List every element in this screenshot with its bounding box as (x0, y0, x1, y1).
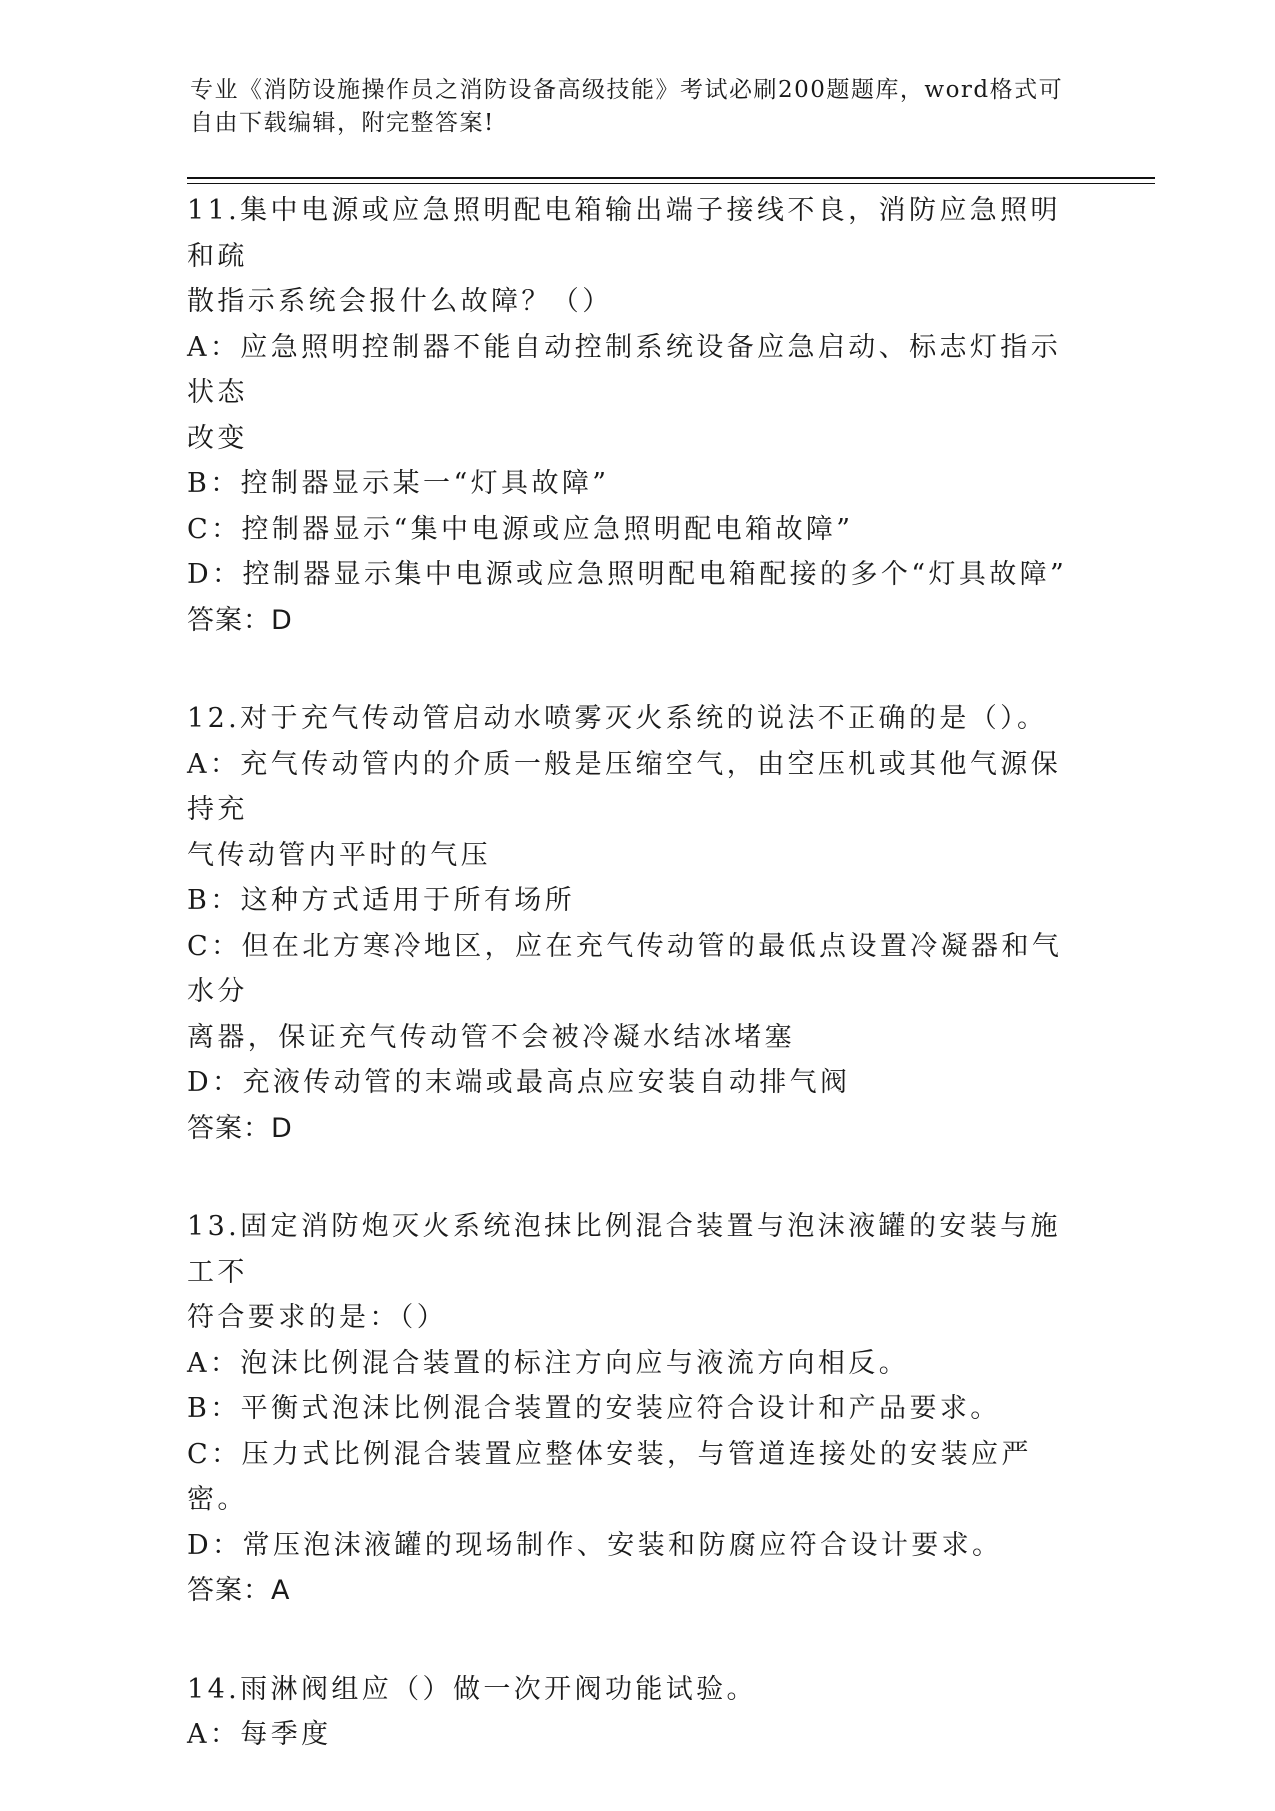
option-d: D：充液传动管的末端或最高点应安装自动排气阀 (187, 1067, 851, 1098)
option-a: A：每季度 (187, 1719, 332, 1750)
answer: 答案：D (187, 1112, 293, 1144)
option-c: C：控制器显示“集中电源或应急照明配电箱故障” (187, 513, 854, 545)
option-b: B：平衡式泡沫比例混合装置的安装应符合设计和产品要求。 (187, 1393, 1001, 1424)
question-stem: 12.对于充气传动管启动水喷雾灭火系统的说法不正确的是（）。 (187, 703, 1048, 734)
header-line-1: 专业《消防设施操作员之消防设备高级技能》考试必刷200题题库，word格式可 (190, 77, 1064, 103)
answer: 答案：A (187, 1575, 291, 1606)
answer: 答案：D (187, 604, 293, 636)
option-a: A：泡沫比例混合装置的标注方向应与液流方向相反。 (187, 1347, 910, 1379)
option-c: C：但在北方寒冷地区，应在充气传动管的最低点设置冷凝器和气水分 (187, 930, 1063, 1007)
question-12 (187, 696, 1087, 1151)
option-b: B：这种方式适用于所有场所 (187, 885, 576, 916)
option-a-continued: 气传动管内平时的气压 (187, 839, 491, 871)
option-c: C：压力式比例混合装置应整体安装，与管道连接处的安装应严密。 (187, 1438, 1032, 1515)
header-divider-thin (187, 183, 1155, 184)
question-stem: 14.雨淋阀组应（）做一次开阀功能试验。 (187, 1673, 757, 1705)
question-stem: 13.固定消防炮灭火系统泡抹比例混合装置与泡沫液罐的安装与施工不 (187, 1211, 1061, 1288)
question-list (187, 188, 1087, 1811)
option-a-continued: 改变 (187, 422, 248, 454)
question-stem: 11.集中电源或应急照明配电箱输出端子接线不良，消防应急照明和疏 (187, 195, 1061, 272)
option-d: D：常压泡沫液罐的现场制作、安装和防腐应符合设计要求。 (187, 1529, 1003, 1561)
header-divider-thick (187, 177, 1155, 179)
option-b: B：控制器显示某一“灯具故障” (187, 468, 610, 499)
option-a: A：充气传动管内的介质一般是压缩空气，由空压机或其他气源保持充 (187, 748, 1062, 825)
option-a: A：应急照明控制器不能自动控制系统设备应急启动、标志灯指示状态 (187, 331, 1062, 408)
document-header (190, 74, 1070, 140)
option-c-continued: 离器，保证充气传动管不会被冷凝水结冰堵塞 (187, 1021, 795, 1053)
question-14 (187, 1667, 1087, 1758)
question-11 (187, 188, 1087, 643)
question-stem: 散指示系统会报什么故障？（） (187, 286, 613, 317)
question-stem: 符合要求的是：（） (187, 1302, 448, 1333)
option-d: D：控制器显示集中电源或应急照明配电箱配接的多个“灯具故障” (187, 559, 1068, 590)
question-13 (187, 1204, 1087, 1614)
header-line-2: 自由下载编辑，附完整答案! (190, 110, 495, 136)
